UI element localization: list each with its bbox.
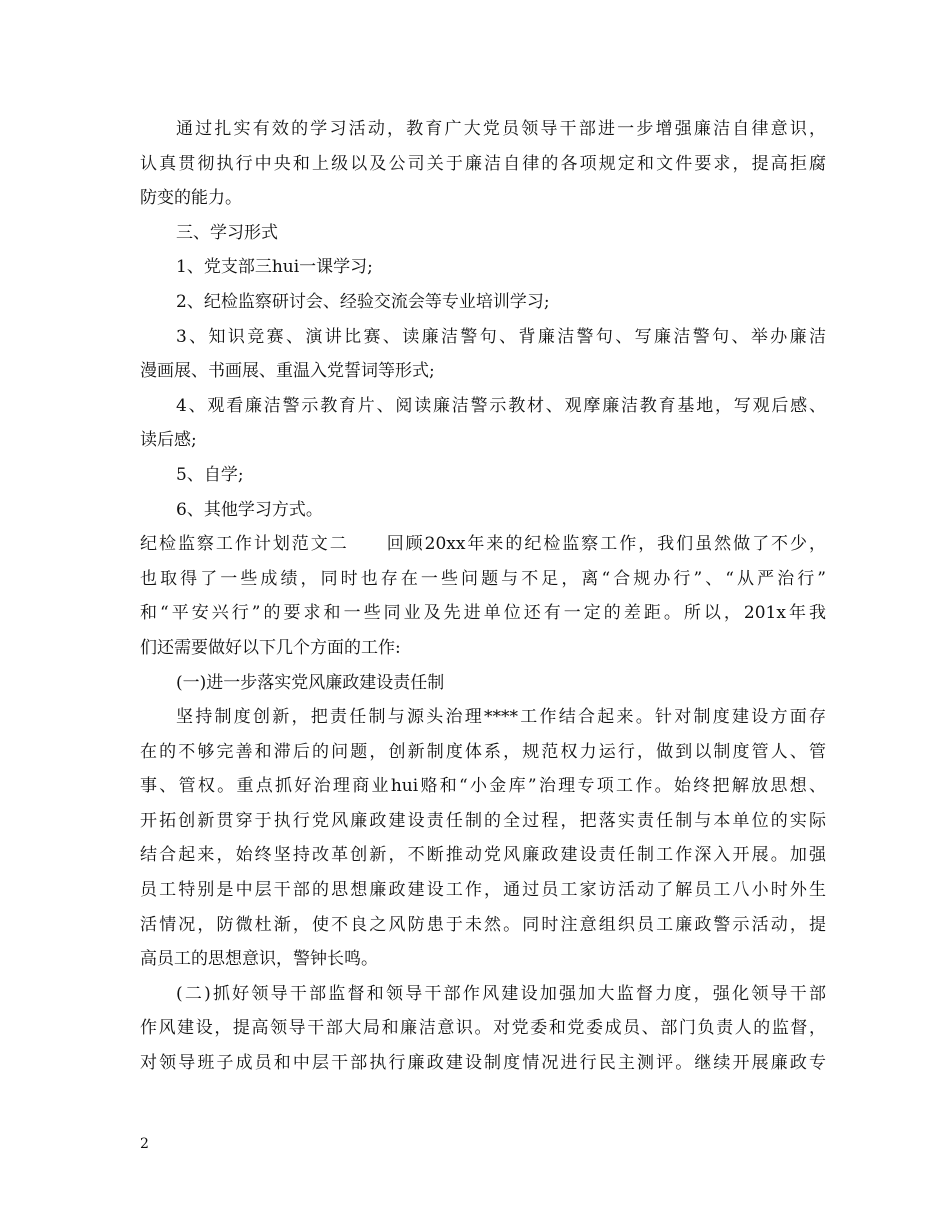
page-number: 2 [140, 1136, 149, 1152]
text-line: 3、知识竞赛、演讲比赛、读廉洁警句、背廉洁警句、写廉洁警句、举办廉洁 [176, 326, 826, 347]
text-line: 4、观看廉洁警示教育片、阅读廉洁警示教材、观摩廉洁教育基地，写观后感、 [176, 395, 826, 416]
document-body [140, 112, 826, 1081]
text-line: 结合起来，始终坚持改革创新，不断推动党风廉政建设责任制工作深入开展。加强 [140, 845, 826, 866]
text-line: 1、党支部三hui一课学习; [176, 257, 373, 278]
text-line: 认真贯彻执行中央和上级以及公司关于廉洁自律的各项规定和文件要求，提高拒腐 [140, 153, 826, 174]
text-line: 开拓创新贯穿于执行党风廉政建设责任制的全过程，把落实责任制与本单位的实际 [140, 810, 826, 831]
text-line: 也取得了一些成绩，同时也存在一些问题与不足，离“合规办行”、“从严治行” [140, 568, 826, 589]
text-line: 事、管权。重点抓好治理商业hui赂和“小金库”治理专项工作。始终把解放思想、 [140, 776, 826, 797]
text-line: 高员工的思想意识，警钟长鸣。 [140, 949, 378, 970]
text-line: 防变的能力。 [140, 188, 242, 209]
text-line: 活情况，防微杜渐，使不良之风防患于未然。同时注意组织员工廉政警示活动，提 [140, 914, 826, 935]
text-line: 和“平安兴行”的要求和一些同业及先进单位还有一定的差距。所以，201x年我 [140, 603, 826, 624]
text-line: 漫画展、书画展、重温入党誓词等形式; [140, 361, 435, 382]
text-line: 纪检监察工作计划范文二 回顾20xx年来的纪检监察工作，我们虽然做了不少， [140, 534, 826, 555]
text-line: 5、自学; [176, 464, 244, 485]
text-line: 对领导班子成员和中层干部执行廉政建设制度情况进行民主测评。继续开展廉政专 [140, 1053, 826, 1074]
text-line: 6、其他学习方式。 [176, 499, 323, 520]
text-line: (一)进一步落实党风廉政建设责任制 [176, 672, 445, 693]
text-line: 员工特别是中层干部的思想廉政建设工作，通过员工家访活动了解员工八小时外生 [140, 880, 826, 901]
text-line: 三、学习形式 [176, 222, 278, 243]
text-line: 2、纪检监察研讨会、经验交流会等专业培训学习; [176, 291, 550, 312]
text-line: 作风建设，提高领导干部大局和廉洁意识。对党委和党委成员、部门负责人的监督， [140, 1018, 826, 1039]
text-line: 在的不够完善和滞后的问题，创新制度体系，规范权力运行，做到以制度管人、管 [140, 741, 826, 762]
text-line: (二)抓好领导干部监督和领导干部作风建设加强加大监督力度，强化领导干部 [176, 983, 826, 1004]
text-line: 读后感; [140, 430, 197, 451]
text-line: 们还需要做好以下几个方面的工作: [140, 637, 401, 658]
text-line: 坚持制度创新，把责任制与源头治理****工作结合起来。针对制度建设方面存 [176, 707, 826, 728]
text-line: 通过扎实有效的学习活动，教育广大党员领导干部进一步增强廉洁自律意识， [176, 119, 826, 139]
